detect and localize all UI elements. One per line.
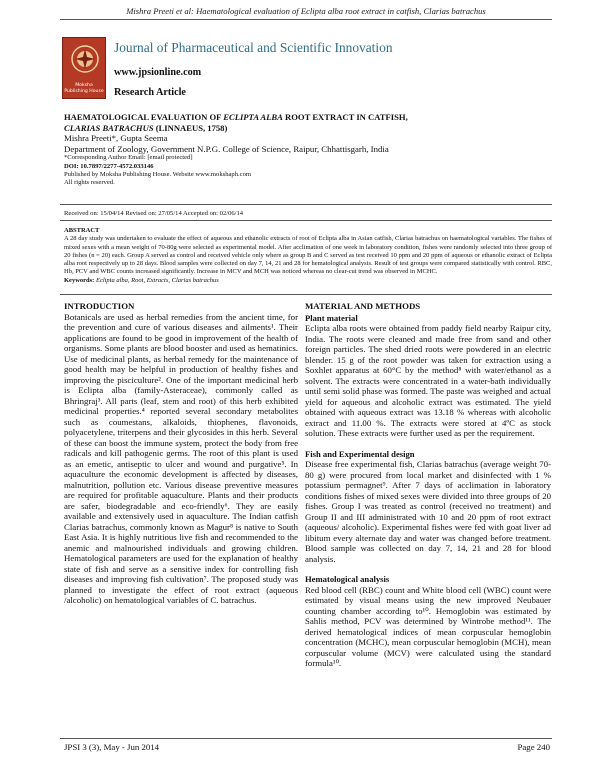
corresponding-author: *Corresponding Author Email: [email protected] — [64, 154, 193, 162]
article-doi[interactable]: DOI: 10.7897/2277-4572.033146 — [64, 162, 154, 170]
meta-rule — [60, 204, 552, 205]
left-column — [64, 301, 298, 606]
right-column — [305, 301, 551, 669]
intro-text: Botanicals are used as herbal remedies from the ancient time, for the prevention and cure of various diseases and ailments¹. Their applications are found to be good in improvement of the health of organisms. Some plants are blood booster and used as hematinics. Use of medicinal plants, as herbal remedy for the maintenance of good health may be helpful in production of healthy fishes and improving the pisciculture². One of the important medicinal herb is Eclipta alba (family-Asteraceae), commonly called as Bhringraj³. All parts (leaf, stem and root) of this herb exhibited medicinal properties.⁴ reported several secondary metabolites such as coumestans, alkaloids, thiophenes, flavonoids, polyacetylene, triterpens and their glycosides in this herb. Several of these can boost the immune system, protect the body from free radicals and kill pathogenic germs. The root of this plant is used as an emetic, antiseptic to ulcer and wound and purgative⁵. In aquaculture the economic development is affected by diseases, malnutrition, pollution etc. Various disease preventive measures are required for profitable aquaculture. Plants and their products are safer, biodegradable and eco-friendly⁶. They are easily available and extensively used in aquaculture. The Indian catfish Clarias batrachus, commonly known as Magur⁸ is native to South East Asia. It is highly nutritious live fish and recommended to the anemic and malnourished individuals and growing children. Hematological parameters are used for the explanation of healthy state of fish and serve as a sensitive index for controlling fish diseases and improving fish cultivation⁷. The proposed study was planned to investigate the effect of root extract (aqueous /alcoholic) on hematological variables of C. batrachus. — [64, 311, 298, 605]
keywords-text: Eclipta alba, Root, Extracts, Clarias batrachus — [95, 276, 219, 284]
article-type: Research Article — [114, 87, 186, 98]
fish-design-text: Disease free experimental fish, Clarias batrachus (average weight 70-80 g) were procured from local market and disinfected with 1 % potassium permagnet⁹. After 7 days of acclimation in laboratory conditions fishes of mixed sexes were divided into three groups of 20 fishes. Group I was treated as control (received no treatment) and Group II and III administrated with 10 and 20 ppm of root extract (aqueous/ alcoholic). Experimental fishes were fed with goat liver ad libitum every alternate day and water was changed before treatment. Blood sample was collected on day 7, 14, 21 and 28 for blood analysis. — [305, 459, 551, 564]
plant-material-text: Eclipta alba roots were obtained from paddy field nearby Raipur city, India. The roots were cleaned and made free from sand and other foreign particles. The shed dried roots were powdered in an electric blender. 15 g of the root powder was taken for extraction using a Soxhlet apparatus at 60°C by the method⁸ with water/ethanol as a solvent. The extracts were concentrated in a water-bath individually until semi solid phase was formed. The paste was weighed and actual yield for aqueous and alcoholic extract was estimated. The yield obtained with aqueous extract was 13.18 % whereas with alcoholic extract and 11.00 %. The extracts were stored at 4ºC as stock solution. These extracts were further used as per the requirement. — [305, 323, 551, 438]
publisher-logo-text: Moksha Publishing House — [64, 83, 104, 94]
abstract — [64, 227, 552, 285]
rights-line: All rights reserved. — [64, 178, 115, 186]
article-affiliation: Department of Zoology, Government N.P.G. College of Science, Raipur, Chhattisgarh, India — [64, 143, 389, 154]
footer-rule — [60, 738, 552, 739]
hematological-analysis-heading: Hematological analysis — [305, 574, 390, 584]
journal-title: Journal of Pharmaceutical and Scientific Innovation — [114, 40, 393, 55]
publisher-logo — [62, 37, 106, 99]
footer-page-number: Page 240 — [517, 742, 550, 752]
article-header — [64, 112, 552, 187]
abstract-text: A 28 day study was undertaken to evaluate the effect of aqueous and ethanolic extracts of root of Eclipta alba in Asian catfish, Clarias batrachus on haematological variables. The fishes of mixed sexes with a mean weight of 70-80g were selected as experimental model. After acclimation of one week in laboratory condition, fishes were randomly selected into three group of 20 fishes (n = 20) each. Group A served as control and received vehicle only where as group B and C served as test received 10 ppm and 20 ppm of aqueous or ethanolic extract of Eclipta alba root respectively up to 28 days. Blood samples were collected on day 7, 14, 21 and 28 for hematological analysis. Result of test groups were compared statistically with control. RBC, Hb, PCV and WBC counts increased significantly. Increase in MCV and MCH was noticed whereas no clear-cut trend was observed in MCHC. — [64, 235, 552, 276]
footer-journal-issue: JPSI 3 (3), May - Jun 2014 — [64, 742, 160, 752]
hematological-analysis-text: Red blood cell (RBC) count and White blood cell (WBC) count were estimated by visual means using the new improved Neubauer counting chamber according to¹⁰. Hemoglobin was estimated by Sahlis method, PCV was determined by Wintrobe method¹¹. The derived hematological indices of mean corpuscular hemoglobin concentration (MCHC), mean corpuscular hemoglobin (MCH), mean corpuscular volume (MCV) were calculated using the standard formula¹⁰. — [305, 584, 551, 668]
header-rule — [60, 19, 552, 20]
fish-design-heading: Fish and Experimental design — [305, 448, 415, 459]
methods-heading: MATERIAL AND METHODS — [305, 301, 421, 311]
article-authors: Mishra Preeti*, Gupta Seema — [64, 133, 168, 144]
received-dates: Received on: 15/04/14 Revised on: 27/05/14 Accepted on: 02/06/14 — [64, 210, 244, 217]
abstract-label: ABSTRACT — [64, 227, 100, 234]
article-title: HAEMATOLOGICAL EVALUATION OF ECLIPTA ALBA ROOT EXTRACT IN CATFISH, CLARIAS BATRACHUS (LINNAEUS, 1758) — [64, 112, 408, 133]
intro-heading: INTRODUCTION — [64, 301, 135, 311]
publisher-emblem-icon — [68, 43, 102, 81]
abstract-bottom-rule — [60, 294, 552, 295]
plant-material-heading: Plant material — [305, 312, 358, 323]
running-head: Mishra Preeti et al: Haematological evaluation of Eclipta alba root extract in catfish, Clarias batrachus — [126, 6, 486, 16]
abstract-top-rule — [60, 220, 552, 221]
keywords-label: Keywords: — [64, 276, 95, 284]
journal-website-link[interactable]: www.jpsionline.com — [114, 67, 202, 78]
publisher-line: Published by Moksha Publishing House. Website www.mokshaph.com — [64, 170, 252, 178]
